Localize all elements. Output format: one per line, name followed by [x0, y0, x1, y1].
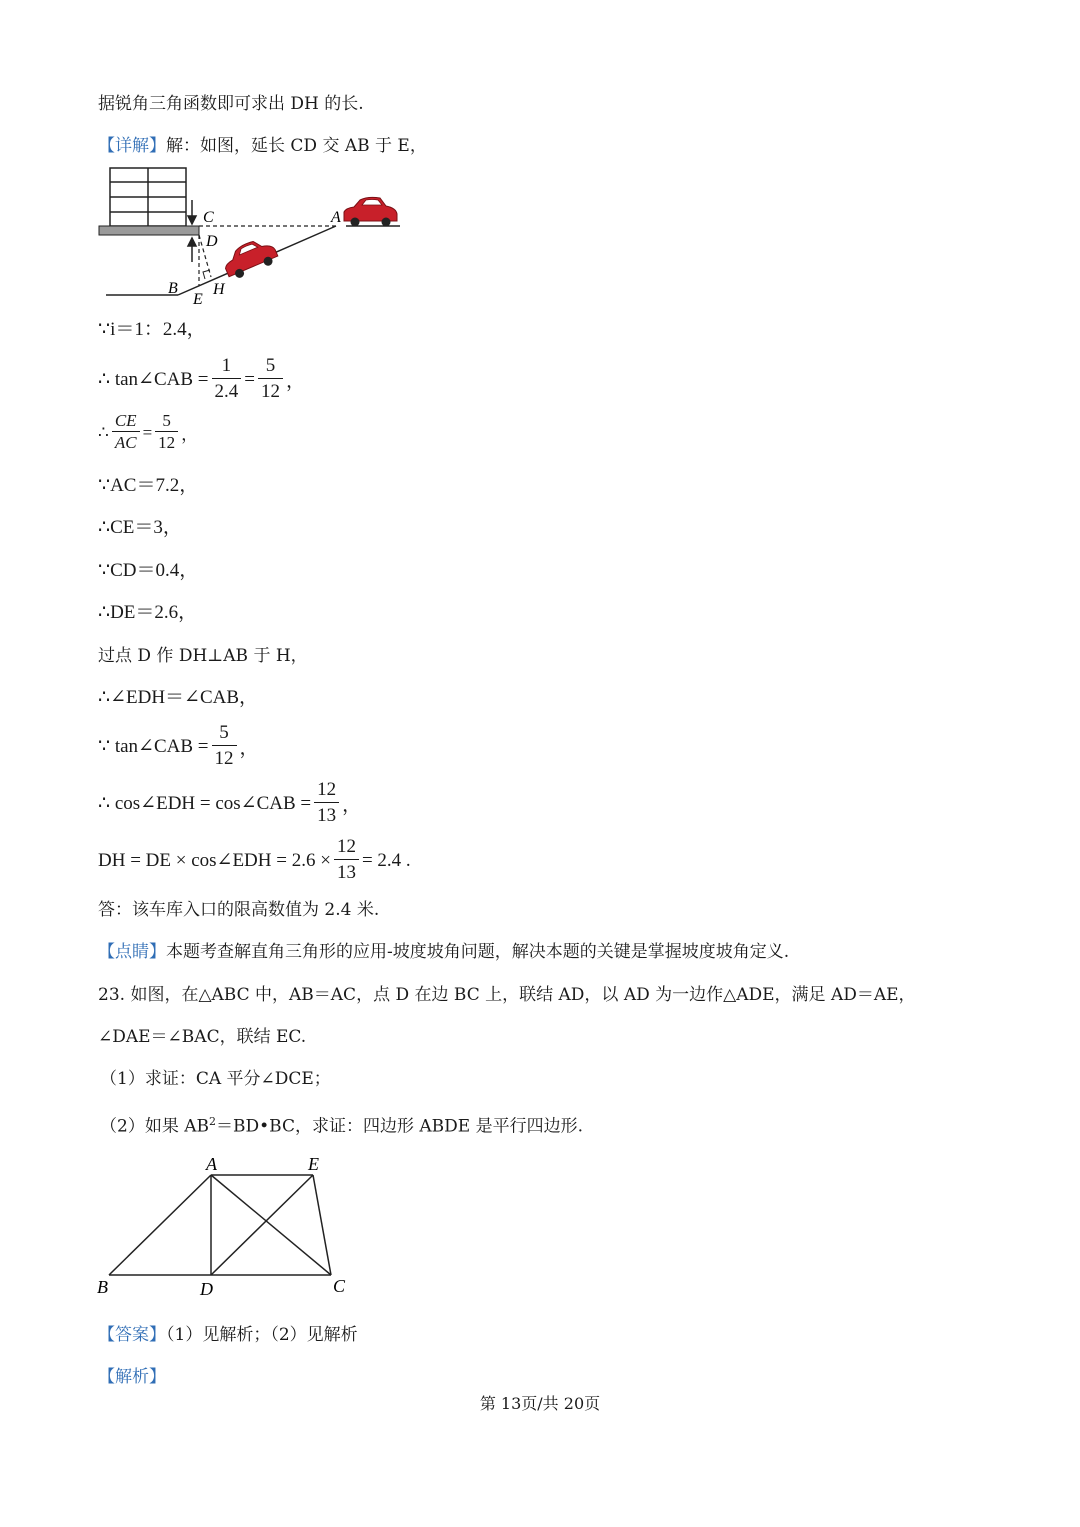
- num: 12: [314, 778, 339, 803]
- step-3-eq: =: [142, 422, 153, 442]
- detail-line: [98, 134, 427, 158]
- q23-part-2-a: （2）如果 AB: [100, 1116, 209, 1137]
- step-12-end: = 2.4 .: [361, 849, 411, 871]
- answer-sentence: 答：该车库入口的限高数值为 2.4 米.: [98, 900, 380, 920]
- segment-ec: [313, 1175, 331, 1275]
- step-9: ∴∠EDH＝∠CAB，: [98, 687, 259, 708]
- car-icon-top: [344, 197, 397, 226]
- label-c: C: [333, 1276, 346, 1296]
- den: 12: [260, 381, 280, 402]
- step-3-end: ，: [181, 425, 199, 444]
- detail-tag: 【详解】: [98, 136, 166, 156]
- step-3-pre: ∴: [98, 422, 109, 442]
- step-11-pre: ∴ cos∠EDH = cos∠CAB =: [98, 793, 312, 814]
- comment-line: [98, 940, 789, 964]
- q23-line-1: 23. 如图，在△ABC 中，AB＝AC，点 D 在边 BC 上，联结 AD，以 AD 为一边作△ADE，满足 AD＝AE，: [98, 985, 916, 1005]
- den: AC: [114, 433, 137, 452]
- label-d: D: [200, 1279, 213, 1299]
- step-3-frac-2: [155, 411, 178, 454]
- label-a: A: [331, 209, 341, 226]
- num: 5: [212, 721, 237, 746]
- q23-part-2: [100, 1110, 583, 1139]
- label-a: A: [206, 1154, 217, 1174]
- q23-part-2-b: ＝BD•BC，求证：四边形 ABDE 是平行四边形.: [216, 1116, 583, 1137]
- garage-slope-figure: [96, 164, 406, 309]
- num: 1: [212, 354, 242, 379]
- num: 12: [334, 835, 359, 860]
- segment-ba: [109, 1175, 211, 1275]
- segment-de: [211, 1175, 313, 1275]
- arrow-down-icon: [188, 200, 196, 224]
- q23-part-1: （1）求证：CA 平分∠DCE；: [100, 1069, 331, 1089]
- step-6: ∵CD＝0.4，: [98, 560, 199, 581]
- step-10-frac: [212, 721, 237, 772]
- step-12-frac: [334, 835, 359, 886]
- step-5: ∴CE＝3，: [98, 517, 182, 538]
- detail-text: 解：如图，延长 CD 交 AB 于 E，: [166, 136, 427, 156]
- analysis-tag: 【解析】: [98, 1367, 166, 1387]
- label-b: B: [97, 1277, 108, 1297]
- step-3-frac-1: [112, 411, 140, 454]
- step-2-pre: ∴ tan∠CAB =: [98, 369, 209, 390]
- step-12: [98, 835, 411, 886]
- q23-line-2: ∠DAE＝∠BAC，联结 EC.: [98, 1027, 307, 1047]
- car-icon-slope: [220, 234, 280, 282]
- step-4: ∵AC＝7.2，: [98, 475, 199, 496]
- page-footer: 第 13页/共 20页: [479, 1394, 601, 1413]
- step-2-end: ，: [285, 371, 305, 392]
- step-7: ∴DE＝2.6，: [98, 602, 198, 623]
- step-10-pre: ∵ tan∠CAB =: [98, 736, 209, 757]
- quadrilateral-figure: [92, 1150, 362, 1300]
- label-h: H: [213, 281, 225, 298]
- answer-tag: 【答案】: [98, 1325, 166, 1345]
- arrow-up-icon: [188, 238, 196, 262]
- step-10-end: ，: [239, 738, 259, 759]
- answer-line: [98, 1323, 358, 1347]
- step-11-end: ，: [342, 795, 362, 816]
- num: 5: [155, 411, 178, 432]
- label-d: D: [206, 233, 218, 250]
- segment-ac: [211, 1175, 331, 1275]
- step-1: ∵i＝1：2.4，: [98, 319, 206, 340]
- analysis-line: [98, 1365, 166, 1389]
- q23-part-2-sup: 2: [209, 1115, 216, 1128]
- step-2: [98, 354, 305, 405]
- label-e: E: [308, 1154, 319, 1174]
- step-2-eq: =: [244, 368, 255, 390]
- answer-text: （1）见解析；（2）见解析: [166, 1325, 358, 1345]
- step-12-pre: DH = DE × cos∠EDH = 2.6 ×: [98, 850, 331, 871]
- intro-line: 据锐角三角函数即可求出 DH 的长.: [98, 94, 364, 114]
- label-e: E: [193, 291, 203, 308]
- step-10: [98, 721, 259, 772]
- label-b: B: [168, 280, 178, 297]
- comment-text: 本题考查解直角三角形的应用-坡度坡角问题，解决本题的关键是掌握坡度坡角定义.: [166, 942, 790, 962]
- den: 12: [158, 433, 176, 452]
- comment-tag: 【点睛】: [98, 942, 166, 962]
- step-2-frac-1: [212, 354, 242, 405]
- step-8: 过点 D 作 DH⊥AB 于 H，: [98, 646, 308, 666]
- den: 13: [336, 862, 356, 883]
- den: 2.4: [214, 381, 239, 402]
- den: 13: [317, 805, 337, 826]
- step-2-frac-2: [258, 354, 283, 405]
- step-11: [98, 778, 361, 829]
- num: CE: [112, 411, 140, 432]
- num: 5: [258, 354, 283, 379]
- step-11-frac: [314, 778, 339, 829]
- den: 12: [214, 748, 234, 769]
- label-c: C: [203, 209, 214, 226]
- step-3: [98, 411, 198, 454]
- building-icon: [110, 168, 186, 226]
- floor-slab: [99, 226, 199, 235]
